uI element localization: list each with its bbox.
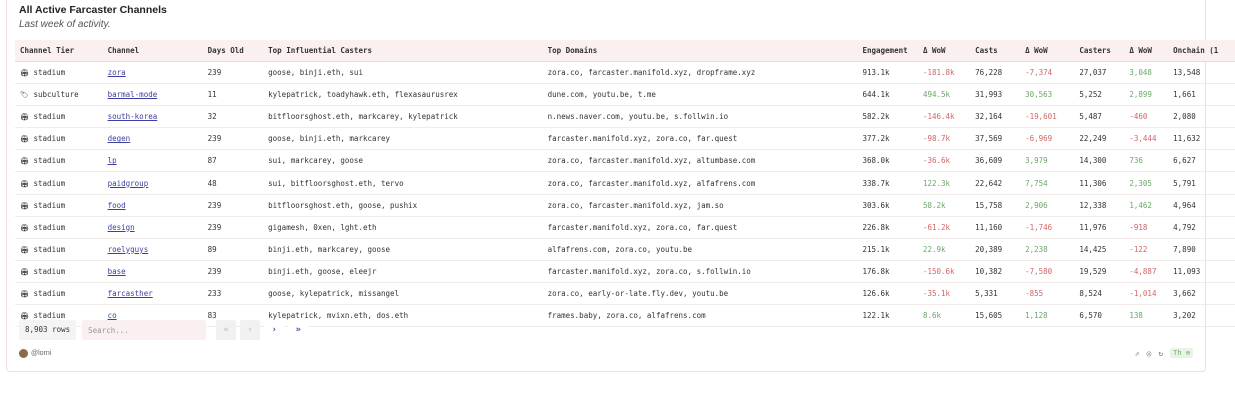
casts-wow-cell: 7,754 [1020, 172, 1074, 194]
casts-cell: 11,160 [970, 216, 1020, 238]
top-domains-cell: farcaster.manifold.xyz, zora.co, far.quest [543, 216, 858, 238]
engagement-wow-cell: 22.9k [918, 238, 970, 260]
engagement-cell: 582.2k [857, 106, 917, 128]
table-row[interactable] [15, 62, 1235, 84]
column-header-casts-wow[interactable]: Δ WoW [1020, 40, 1074, 62]
casts-cell: 20,389 [970, 238, 1020, 260]
engagement-wow-cell: -61.2k [918, 216, 970, 238]
stadium-icon: 🏟 [20, 135, 29, 144]
casts-wow-cell: -1,746 [1020, 216, 1074, 238]
table-row[interactable] [15, 106, 1235, 128]
top-domains-cell: zora.co, farcaster.manifold.xyz, altumbase.com [543, 150, 858, 172]
top-casters-cell: sui, bitfloorsghost.eth, tervo [263, 172, 542, 194]
channel-tier-cell [15, 172, 103, 194]
casters-cell: 5,252 [1074, 84, 1124, 106]
top-casters-cell: binji.eth, markcarey, goose [263, 238, 542, 260]
casters-cell: 22,249 [1074, 128, 1124, 150]
channel-link[interactable]: base [103, 260, 203, 282]
engagement-wow-cell: 122.3k [918, 172, 970, 194]
engagement-wow-cell: -36.6k [918, 150, 970, 172]
casts-cell: 36,609 [970, 150, 1020, 172]
casts-cell: 15,758 [970, 194, 1020, 216]
onchain-cell: 4,792 [1168, 216, 1235, 238]
casters-wow-cell: -918 [1124, 216, 1168, 238]
table-row[interactable] [15, 238, 1235, 260]
channel-tier-label: stadium [33, 156, 66, 166]
pagination [216, 320, 308, 340]
table-header-row [15, 40, 1235, 62]
onchain-cell: 6,627 [1168, 150, 1235, 172]
casts-wow-cell: -7,580 [1020, 260, 1074, 282]
days-old-cell: 239 [203, 128, 263, 150]
engagement-wow-cell: -98.7k [918, 128, 970, 150]
onchain-cell: 11,632 [1168, 128, 1235, 150]
engagement-cell: 338.7k [857, 172, 917, 194]
top-casters-cell: goose, binji.eth, markcarey [263, 128, 542, 150]
channel-link[interactable]: food [103, 194, 203, 216]
channel-link[interactable]: lp [103, 150, 203, 172]
channel-tier-label: stadium [33, 222, 66, 232]
column-header-channel-tier[interactable]: Channel Tier [15, 40, 103, 62]
channel-tier-cell [15, 62, 103, 84]
days-old-cell: 89 [203, 238, 263, 260]
engagement-wow-cell: -150.6k [918, 260, 970, 282]
top-domains-cell: zora.co, early-or-late.fly.dev, youtu.be [543, 282, 858, 304]
channel-link[interactable]: south-korea [103, 106, 203, 128]
engagement-cell: 215.1k [857, 238, 917, 260]
engagement-wow-cell: 58.2k [918, 194, 970, 216]
casters-cell: 14,300 [1074, 150, 1124, 172]
channel-tier-label: subculture [33, 90, 79, 100]
next-page-button[interactable]: › [264, 320, 284, 340]
top-domains-cell: farcaster.manifold.xyz, zora.co, s.follwin.io [543, 260, 858, 282]
top-domains-cell: zora.co, farcaster.manifold.xyz, alfafrens.com [543, 172, 858, 194]
table-container[interactable] [15, 40, 1219, 321]
subculture-icon: 🏷 [20, 91, 29, 100]
casters-wow-cell: 3,048 [1124, 62, 1168, 84]
share-icon[interactable]: ⇗ [1134, 348, 1140, 358]
top-casters-cell: binji.eth, goose, eleejr [263, 260, 542, 282]
casts-wow-cell: -6,969 [1020, 128, 1074, 150]
days-old-cell: 239 [203, 62, 263, 84]
days-old-cell: 87 [203, 150, 263, 172]
casters-wow-cell: 138 [1124, 305, 1168, 327]
channel-tier-cell [15, 84, 103, 106]
engagement-wow-cell: -181.8k [918, 62, 970, 84]
table-footer-controls [19, 320, 308, 340]
casters-wow-cell: -460 [1124, 106, 1168, 128]
channel-tier-label: stadium [33, 200, 66, 210]
days-old-cell: 48 [203, 172, 263, 194]
top-casters-cell: bitfloorsghost.eth, goose, pushix [263, 194, 542, 216]
stadium-icon: 🏟 [20, 201, 29, 210]
days-old-cell: 11 [203, 84, 263, 106]
engagement-wow-cell: 8.6k [918, 305, 970, 327]
casters-cell: 19,529 [1074, 260, 1124, 282]
channel-link[interactable]: zora [103, 62, 203, 84]
casters-cell: 11,976 [1074, 216, 1124, 238]
casters-wow-cell: -4,887 [1124, 260, 1168, 282]
column-header-engagement[interactable]: Engagement [857, 40, 917, 62]
engagement-cell: 303.6k [857, 194, 917, 216]
table-body [15, 62, 1235, 327]
rows-count-badge: 8,903 rows [19, 320, 76, 340]
casts-cell: 37,569 [970, 128, 1020, 150]
stadium-icon: 🏟 [20, 179, 29, 188]
stadium-icon: 🏟 [20, 289, 29, 298]
avatar [19, 349, 28, 358]
casters-cell: 11,306 [1074, 172, 1124, 194]
casters-wow-cell: -3,444 [1124, 128, 1168, 150]
channel-link[interactable]: barmal-mode [103, 84, 203, 106]
casts-wow-cell: 2,906 [1020, 194, 1074, 216]
onchain-cell: 1,661 [1168, 84, 1235, 106]
days-old-cell: 239 [203, 194, 263, 216]
channel-tier-cell [15, 106, 103, 128]
column-header-top-domains[interactable]: Top Domains [543, 40, 858, 62]
stadium-icon: 🏟 [20, 69, 29, 78]
days-old-cell: 32 [203, 106, 263, 128]
channel-tier-label: stadium [33, 266, 66, 276]
days-old-cell: 233 [203, 282, 263, 304]
channel-tier-label: stadium [33, 311, 66, 321]
channel-tier-cell [15, 216, 103, 238]
casters-cell: 14,425 [1074, 238, 1124, 260]
casters-wow-cell: -122 [1124, 238, 1168, 260]
stadium-icon: 🏟 [20, 157, 29, 166]
onchain-cell: 3,662 [1168, 282, 1235, 304]
top-casters-cell: bitfloorsghost.eth, markcarey, kylepatrick [263, 106, 542, 128]
page-title: All Active Farcaster Channels [19, 4, 167, 16]
channel-link[interactable]: degen [103, 128, 203, 150]
casts-cell: 15,605 [970, 305, 1020, 327]
casters-cell: 5,487 [1074, 106, 1124, 128]
casts-cell: 76,228 [970, 62, 1020, 84]
casts-cell: 22,642 [970, 172, 1020, 194]
table-row[interactable] [15, 128, 1235, 150]
casts-wow-cell: 3,979 [1020, 150, 1074, 172]
top-domains-cell: farcaster.manifold.xyz, zora.co, far.quest [543, 128, 858, 150]
top-casters-cell: goose, kylepatrick, missangel [263, 282, 542, 304]
channel-tier-label: stadium [33, 244, 66, 254]
stadium-icon: 🏟 [20, 267, 29, 276]
onchain-cell: 3,202 [1168, 305, 1235, 327]
engagement-cell: 913.1k [857, 62, 917, 84]
casts-wow-cell: -19,601 [1020, 106, 1074, 128]
casters-cell: 6,570 [1074, 305, 1124, 327]
channel-tier-cell [15, 282, 103, 304]
channel-link[interactable]: design [103, 216, 203, 238]
casters-wow-cell: 1,462 [1124, 194, 1168, 216]
days-old-cell: 239 [203, 216, 263, 238]
casters-wow-cell: 736 [1124, 150, 1168, 172]
page-subtitle: Last week of activity. [19, 19, 111, 30]
channel-tier-cell [15, 128, 103, 150]
onchain-cell: 4,964 [1168, 194, 1235, 216]
top-casters-cell: kylepatrick, mvixn.eth, dos.eth [263, 305, 542, 327]
stadium-icon: 🏟 [20, 245, 29, 254]
casts-wow-cell: 30,563 [1020, 84, 1074, 106]
top-domains-cell: dune.com, youtu.be, t.me [543, 84, 858, 106]
channel-tier-label: stadium [33, 112, 66, 122]
channel-link[interactable]: roelyguys [103, 238, 203, 260]
table-row[interactable] [15, 194, 1235, 216]
column-header-top-casters[interactable]: Top Influential Casters [263, 40, 542, 62]
table-row[interactable] [15, 84, 1235, 106]
engagement-wow-cell: -146.4k [918, 106, 970, 128]
top-domains-cell: zora.co, farcaster.manifold.xyz, jam.so [543, 194, 858, 216]
casts-wow-cell: 2,238 [1020, 238, 1074, 260]
casts-cell: 32,164 [970, 106, 1020, 128]
table-row[interactable] [15, 282, 1235, 304]
column-header-casts[interactable]: Casts [970, 40, 1020, 62]
top-domains-cell: zora.co, farcaster.manifold.xyz, dropframe.xyz [543, 62, 858, 84]
column-header-casters[interactable]: Casters [1074, 40, 1124, 62]
days-old-cell: 83 [203, 305, 263, 327]
table-row[interactable] [15, 260, 1235, 282]
stadium-icon: 🏟 [20, 113, 29, 122]
column-header-engagement-wow[interactable]: Δ WoW [918, 40, 970, 62]
table-row[interactable] [15, 172, 1235, 194]
casters-cell: 27,037 [1074, 62, 1124, 84]
casts-wow-cell: -7,374 [1020, 62, 1074, 84]
casters-cell: 12,338 [1074, 194, 1124, 216]
search-input[interactable] [82, 320, 206, 340]
table-row[interactable] [15, 216, 1235, 238]
engagement-cell: 377.2k [857, 128, 917, 150]
table-row[interactable] [15, 150, 1235, 172]
top-domains-cell: alfafrens.com, zora.co, youtu.be [543, 238, 858, 260]
onchain-cell: 11,093 [1168, 260, 1235, 282]
engagement-cell: 644.1k [857, 84, 917, 106]
casters-wow-cell: -1,014 [1124, 282, 1168, 304]
channel-link[interactable]: co [103, 305, 203, 327]
top-casters-cell: kylepatrick, toadyhawk.eth, flexasaurusrex [263, 84, 542, 106]
stadium-icon: 🏟 [20, 223, 29, 232]
column-header-casters-wow[interactable]: Δ WoW [1124, 40, 1168, 62]
casters-wow-cell: 2,899 [1124, 84, 1168, 106]
casts-cell: 5,331 [970, 282, 1020, 304]
channels-table [15, 40, 1235, 327]
first-page-button[interactable]: « [216, 320, 236, 340]
casts-wow-cell: 1,128 [1020, 305, 1074, 327]
prev-page-button[interactable]: ‹ [240, 320, 260, 340]
casts-cell: 31,993 [970, 84, 1020, 106]
top-domains-cell: frames.baby, zora.co, alfafrens.com [543, 305, 858, 327]
channel-tier-label: stadium [33, 288, 66, 298]
engagement-cell: 176.8k [857, 260, 917, 282]
channel-tier-label: stadium [33, 178, 66, 188]
refresh-icon[interactable]: ↻ [1158, 348, 1164, 358]
top-casters-cell: sui, markcarey, goose [263, 150, 542, 172]
channel-link[interactable]: farcasther [103, 282, 203, 304]
column-header-days-old[interactable]: Days Old [203, 40, 263, 62]
credit-badge[interactable]: Th ⊕ [1170, 348, 1193, 358]
days-old-cell: 239 [203, 260, 263, 282]
casters-cell: 8,524 [1074, 282, 1124, 304]
stadium-icon: 🏟 [20, 312, 29, 321]
channel-link[interactable]: paidgroup [103, 172, 203, 194]
channel-tier-cell [15, 238, 103, 260]
onchain-cell: 7,890 [1168, 238, 1235, 260]
channel-tier-cell [15, 194, 103, 216]
column-header-channel[interactable]: Channel [103, 40, 203, 62]
casters-wow-cell: 2,305 [1124, 172, 1168, 194]
column-header-onchain[interactable]: Onchain (1 [1168, 40, 1235, 62]
top-casters-cell: gigamesh, 0xen, lght.eth [263, 216, 542, 238]
author-credit[interactable] [19, 349, 51, 358]
last-page-button[interactable]: » [288, 320, 308, 340]
onchain-cell: 5,791 [1168, 172, 1235, 194]
engagement-cell: 368.0k [857, 150, 917, 172]
channel-tier-label: stadium [33, 68, 66, 78]
engagement-cell: 126.6k [857, 282, 917, 304]
channel-tier-cell [15, 260, 103, 282]
engagement-wow-cell: -35.1k [918, 282, 970, 304]
dashboard-card [6, 0, 1219, 372]
engagement-cell: 226.8k [857, 216, 917, 238]
top-casters-cell: goose, binji.eth, sui [263, 62, 542, 84]
footer-actions [1135, 348, 1193, 358]
author-name: @lorni [31, 350, 52, 357]
engagement-cell: 122.1k [857, 305, 917, 327]
channel-tier-label: stadium [33, 134, 66, 144]
channel-tier-cell [15, 150, 103, 172]
camera-icon[interactable]: ◎ [1146, 348, 1152, 358]
top-domains-cell: n.news.naver.com, youtu.be, s.follwin.io [543, 106, 858, 128]
casts-cell: 10,382 [970, 260, 1020, 282]
onchain-cell: 2,080 [1168, 106, 1235, 128]
casts-wow-cell: -855 [1020, 282, 1074, 304]
onchain-cell: 13,548 [1168, 62, 1235, 84]
engagement-wow-cell: 494.5k [918, 84, 970, 106]
